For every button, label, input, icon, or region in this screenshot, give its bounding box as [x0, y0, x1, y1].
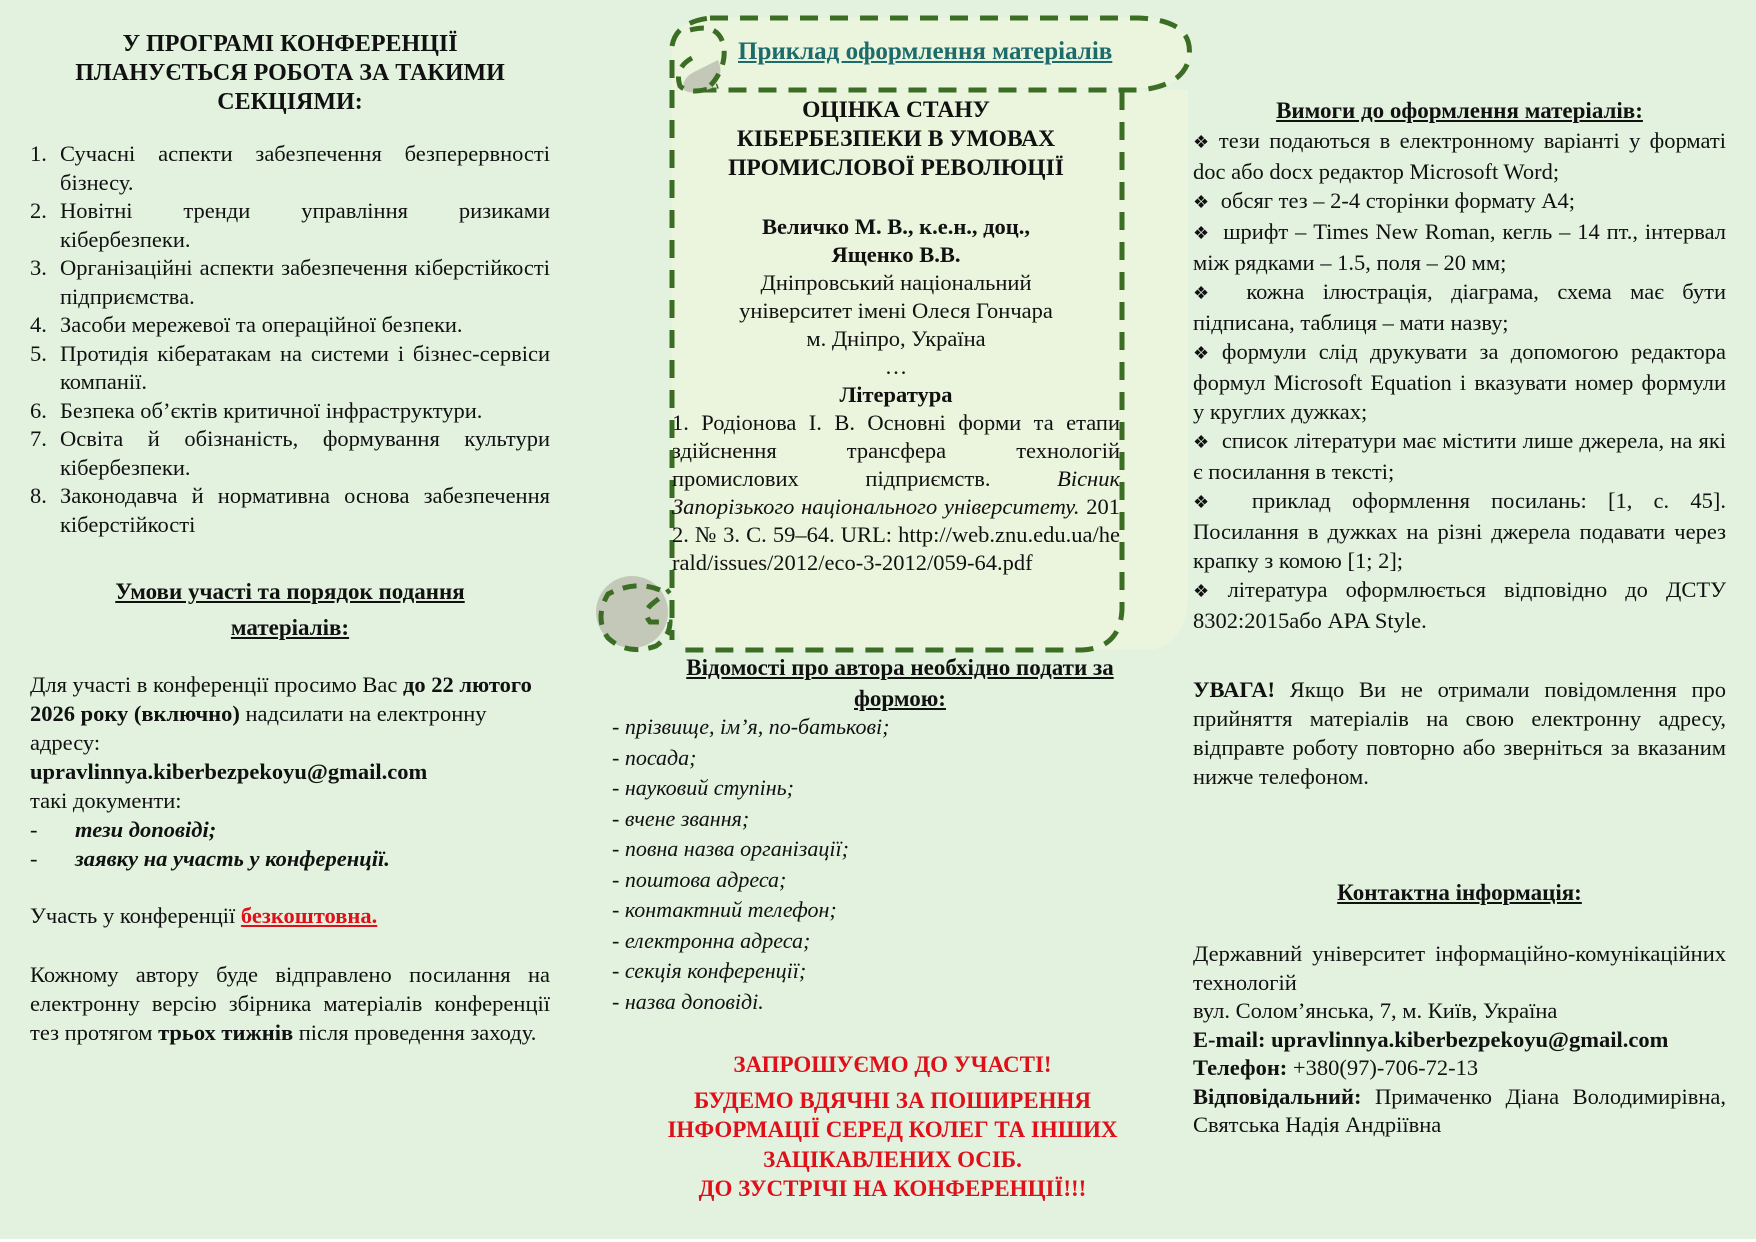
section-number: 3. — [30, 255, 47, 280]
section-number: 7. — [30, 426, 47, 451]
section-text: Організаційні аспекти забезпечення кіберстійкості підприємства. — [60, 255, 550, 309]
requirement-item — [1193, 217, 1726, 277]
phone-label: Телефон: — [1193, 1055, 1288, 1080]
contact-university: Державний університет інформаційно-комунікаційних технологій — [1193, 941, 1726, 995]
reference-journal: Вісник Запорізького національного університету. — [672, 466, 1120, 519]
conditions-title-line: матеріалів: — [230, 615, 350, 640]
affiliation-line: м. Дніпро, Україна — [806, 326, 986, 351]
author-line: Величко М. В., к.е.н., доц., — [761, 214, 1031, 239]
author-form-list — [612, 712, 889, 1017]
participation-fee — [30, 903, 550, 929]
requirement-item — [1193, 426, 1726, 486]
article-example — [672, 96, 1120, 577]
affiliation-line: університет імені Олеся Гончара — [739, 298, 1053, 323]
contact-address: вул. Солом’янська, 7, м. Київ, Україна — [1193, 998, 1558, 1023]
section-text: Протидія кібератакам на системи і бізнес-сервіси компанії. — [60, 340, 550, 394]
note-text: після проведення заходу. — [293, 1020, 537, 1045]
dash: - — [30, 846, 38, 871]
article-title-line: ПРОМИСЛОВОЇ РЕВОЛЮЦІЇ — [728, 155, 1064, 181]
author-form-item: - назва доповіді. — [612, 988, 764, 1014]
section-number: 2. — [30, 198, 47, 223]
article-title-line: ОЦІНКА СТАНУ — [802, 97, 990, 123]
sections-title-line: У ПРОГРАМІ КОНФЕРЕНЦІЇ — [122, 31, 458, 57]
sections-list — [30, 140, 550, 539]
submission-email-link[interactable]: upravlinnya.kiberbezpekoyu@gmail.com — [30, 759, 428, 784]
section-text: Новітні тренди управління ризиками кібербезпеки. — [60, 198, 550, 252]
section-item — [30, 140, 550, 197]
requirements-title: Вимоги до оформлення матеріалів: — [1276, 98, 1643, 123]
note-emphasis: трьох тижнів — [158, 1020, 294, 1045]
section-item — [30, 425, 550, 482]
invitation-line: БУДЕМО ВДЯЧНІ ЗА ПОШИРЕННЯ — [693, 1087, 1092, 1113]
invitation-block — [590, 1050, 1195, 1204]
invitation-line: ДО ЗУСТРІЧІ НА КОНФЕРЕНЦІЇ!!! — [698, 1176, 1087, 1201]
author-form-item: - вчене звання; — [612, 805, 750, 831]
article-title-line: КІБЕРБЕЗПЕКИ В УМОВАХ — [736, 126, 1056, 152]
article-authors — [672, 213, 1120, 269]
section-item — [30, 197, 550, 254]
diamond-bullet-icon: ❖ — [1193, 192, 1210, 212]
ellipsis: … — [884, 354, 908, 379]
document-item — [30, 844, 550, 873]
article-affiliation — [672, 269, 1120, 409]
requirement-item — [1193, 575, 1726, 635]
contact-info — [1193, 940, 1726, 1140]
conditions-title-line: Умови участі та порядок подання — [115, 579, 465, 604]
requirement-text: приклад оформлення посилань: [1, с. 45]. Посилання в дужках на різні джерела подавати через крапку з комою [1; 2]; — [1193, 488, 1726, 573]
author-form-item: - науковий ступінь; — [612, 775, 794, 800]
author-form-item: - повна назва організації; — [612, 836, 849, 861]
diamond-bullet-icon: ❖ — [1193, 223, 1211, 243]
intro-text: надсилати на електронну адресу: — [30, 701, 487, 755]
document-text: тези доповіді; — [75, 817, 217, 842]
dash: - — [30, 817, 38, 842]
diamond-bullet-icon: ❖ — [1193, 343, 1216, 363]
sections-title-line: СЕКЦІЯМИ: — [217, 89, 363, 115]
deadline: до 22 лютого 2026 року (включно) — [30, 672, 532, 726]
contact-email — [1193, 1026, 1726, 1055]
author-form-item: - контактний телефон; — [612, 897, 837, 922]
diamond-bullet-icon: ❖ — [1193, 132, 1213, 152]
requirement-text: формули слід друкувати за допомогою редактора формул Microsoft Equation і вказувати номер формули у круглих дужках; — [1193, 339, 1726, 424]
diamond-bullet-icon: ❖ — [1193, 492, 1225, 512]
conditions-intro — [30, 670, 550, 757]
reference-text: 1. Родіонова І. В. Основні форми та етапи здійснення трансфера технологій промислових підприємств. — [672, 410, 1120, 491]
author-form-item: - посада; — [612, 744, 697, 770]
contact-title: Контактна інформація: — [1337, 880, 1582, 905]
requirement-text: література оформлюється відповідно до ДСТУ 8302:2015або APA Style. — [1193, 577, 1727, 633]
example-heading: Приклад оформлення матеріалів — [738, 38, 1113, 65]
author-form-title — [610, 652, 1190, 714]
diamond-bullet-icon: ❖ — [1193, 283, 1222, 303]
author-form-item: - електронна адреса; — [612, 927, 811, 953]
invitation-line: ЗАПРОШУЄМО ДО УЧАСТІ! — [733, 1052, 1052, 1077]
requirement-item — [1193, 186, 1726, 217]
requirement-text: шрифт – Times New Roman, кегль – 14 пт., інтервал між рядками – 1.5, поля – 20 мм; — [1193, 219, 1727, 275]
section-text: Законодавча й нормативна основа забезпечення кіберстійкості — [60, 483, 550, 537]
section-item — [30, 397, 550, 426]
invitation-line: ІНФОРМАЦІЇ СЕРЕД КОЛЕГ ТА ІНШИХ — [667, 1117, 1118, 1142]
requirement-text: обсяг тез – 2-4 сторінки формату А4; — [1215, 188, 1576, 213]
conditions-body — [30, 670, 550, 873]
invitation-line: ЗАЦІКАВЛЕНИХ ОСІБ. — [763, 1146, 1022, 1172]
author-line: Ященко В.В. — [831, 242, 961, 267]
warning-note — [1193, 675, 1726, 791]
author-form-item: - секція конференції; — [612, 958, 807, 983]
responsible-value: Примаченко Діана Володимирівна, Святська Надія Андріївна — [1193, 1083, 1726, 1137]
section-number: 8. — [30, 483, 47, 508]
sections-title — [30, 30, 550, 117]
conditions-title — [30, 574, 550, 646]
document-text: заявку на участь у конференції. — [75, 846, 390, 871]
requirement-item — [1193, 486, 1726, 575]
requirement-text: кожна ілюстрація, діаграма, схема має бути підписана, таблиця – мати назву; — [1193, 279, 1726, 335]
section-text: Безпека об’єктів критичної інфраструктури. — [60, 397, 483, 423]
section-item — [30, 254, 550, 311]
author-form-item: - прізвище, ім’я, по-батькові; — [612, 714, 890, 739]
contact-email-link[interactable]: upravlinnya.kiberbezpekoyu@gmail.com — [1265, 1026, 1669, 1052]
section-text: Освіта й обізнаність, формування культури кібербезпеки. — [60, 426, 550, 480]
requirement-item — [1193, 126, 1726, 186]
fee-label: Участь у конференції — [30, 903, 241, 928]
section-number: 5. — [30, 340, 47, 366]
phone-value[interactable]: +380(97)-706-72-13 — [1287, 1055, 1479, 1080]
requirement-item — [1193, 277, 1726, 337]
section-item — [30, 482, 550, 539]
note-text: Кожному автору буде відправлено посилання на електронну версію збірника матеріалів конференції тез протягом — [30, 962, 550, 1045]
requirement-text: список літератури має містити лише джерела, на які є посилання в тексті; — [1193, 428, 1726, 484]
literature-label: Література — [839, 382, 953, 407]
email-label: E-mail: — [1193, 1026, 1266, 1052]
section-number: 6. — [30, 397, 47, 423]
section-number: 4. — [30, 312, 47, 337]
contact-phone — [1193, 1054, 1726, 1083]
documents-label: такі документи: — [30, 788, 182, 813]
section-item — [30, 340, 550, 397]
sections-title-line: ПЛАНУЄТЬСЯ РОБОТА ЗА ТАКИМИ — [75, 60, 505, 86]
requirements-list — [1193, 126, 1726, 635]
section-number: 1. — [30, 141, 47, 166]
author-form-title-line: Відомості про автора необхідно подати за — [686, 655, 1114, 680]
affiliation-line: Дніпровський національний — [760, 270, 1032, 295]
warning-text: Якщо Ви не отримали повідомлення про прийняття матеріалів на свою електронну адресу, відправте роботу повторно або зверніться за вказаним нижче телефоном. — [1193, 677, 1726, 789]
section-item — [30, 311, 550, 340]
responsible-label: Відповідальний: — [1193, 1083, 1362, 1109]
author-form-title-line: формою: — [854, 686, 946, 711]
reference-item — [672, 409, 1120, 577]
fee-value: безкоштовна. — [240, 903, 378, 928]
document-item — [30, 815, 550, 844]
reference-text: 2012. № 3. С. 59–64. URL: http://web.znu.edu.ua/herald/issues/2012/eco-3-2012/059-64.pdf — [672, 494, 1121, 575]
proceedings-note — [30, 960, 550, 1047]
diamond-bullet-icon: ❖ — [1193, 581, 1222, 601]
warning-label: УВАГА! — [1193, 677, 1275, 702]
contact-responsible — [1193, 1083, 1726, 1140]
requirement-item — [1193, 337, 1726, 426]
requirement-text: тези подаються в електронному варіанті у форматі doc або docx редактор Microsoft Word; — [1193, 128, 1726, 184]
article-title — [672, 96, 1120, 183]
section-text: Засоби мережевої та операційної безпеки. — [60, 312, 463, 337]
diamond-bullet-icon: ❖ — [1193, 432, 1210, 452]
author-form-item: - поштова адреса; — [612, 866, 787, 892]
section-text: Сучасні аспекти забезпечення безперервності бізнесу. — [60, 141, 550, 195]
intro-text: Для участі в конференції просимо Вас — [30, 672, 403, 697]
